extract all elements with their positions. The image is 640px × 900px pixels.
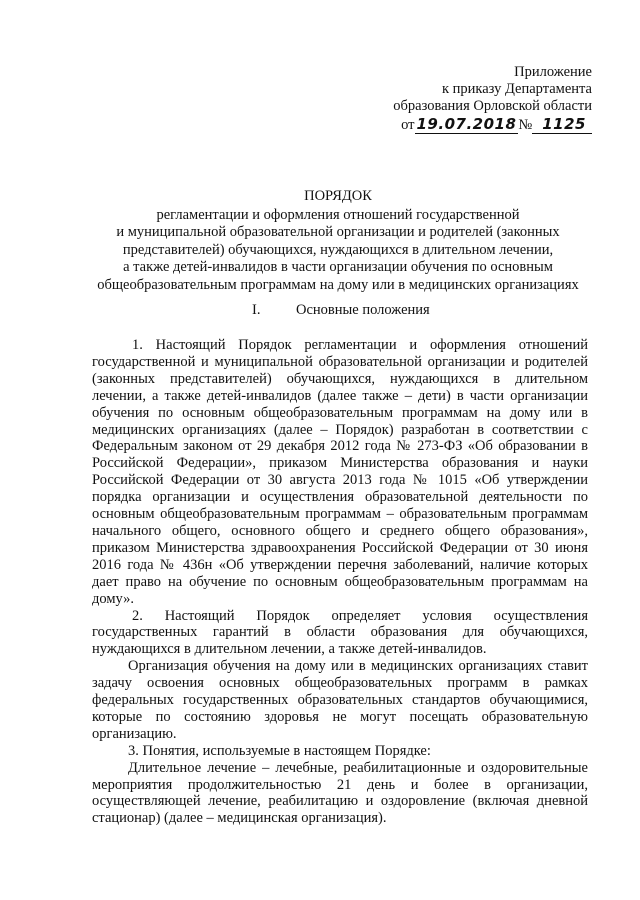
paragraph: Организация обучения на дому или в медицинских организациях ставит задачу освоения основных общеобразовательных программ в рамках федеральных государственных образовательных стандартов обучающимися, которые по состоянию здоровья не могут посещать образовательную организацию.	[92, 658, 588, 742]
paragraph: Длительное лечение – лечебные, реабилитационные и оздоровительные мероприятия продолжительностью 21 день и более в организации, осуществляющей лечение, реабилитацию и оздоровление (включая дневной стационар) (далее – медицинская организация).	[92, 759, 588, 827]
section-title: Основные положения	[296, 302, 430, 318]
handwritten-date: 19.07.2018	[416, 115, 517, 133]
appendix-title: Приложение	[514, 64, 592, 80]
order-date-number-line	[393, 116, 592, 134]
title-line: представителей) обучающихся, нуждающихся в длительном лечении,	[122, 241, 554, 258]
paragraph: 2. Настоящий Порядок определяет условия осуществления государственных гарантий в области образования для обучающихся, нуждающихся в длительном лечении, а также детей-инвалидов.	[92, 607, 588, 658]
title-line: а также детей-инвалидов в части организации обучения по основным	[123, 259, 553, 275]
document-title-block	[88, 188, 588, 294]
paragraph: 3. Понятия, используемые в настоящем Порядке:	[128, 742, 431, 759]
document-heading: ПОРЯДОК	[304, 188, 372, 204]
title-line: общеобразовательным программам на дому или в медицинских организациях	[97, 276, 579, 293]
document-body	[92, 337, 588, 827]
appendix-department: образования Орловской области	[393, 98, 592, 114]
appendix-order-ref: к приказу Департамента	[441, 81, 592, 97]
title-line: регламентации и оформления отношений государственной	[156, 206, 520, 223]
appendix-block	[393, 64, 592, 134]
number-label: №	[518, 117, 533, 133]
handwritten-number: 1125	[532, 115, 592, 134]
from-label: от	[401, 117, 415, 133]
paragraph: 1. Настоящий Порядок регламентации и оформления отношений государственной и муниципальной образовательной организации и родителей (законных представителей) обучающихся, нуждающихся в длительном лечении, а также детей-инвалидов (далее также – дети) в части организации обучения по основным общеобразовательным программам на дому или в медицинских организациях (далее – Порядок) разработан в соответствии с Федеральным законом от 29 декабря 2012 года № 273-ФЗ «Об образовании в Российской Федерации», приказом Министерства образования и науки Российской Федерации от 30 августа 2013 года № 1015 «Об утверждении порядка организации и осуществления образовательной деятельности по основным общеобразовательным программам – образовательным программам начального общего, основного общего и среднего общего образования», приказом Министерства здравоохранения Российской Федерации от 30 июня 2016 года № 436н «Об утверждении перечня заболеваний, наличие которых дает право на обучение по основным общеобразовательным программам на дому».	[92, 337, 588, 607]
title-line: и муниципальной образовательной организации и родителей (законных	[116, 224, 560, 240]
section-number: I.	[252, 302, 261, 318]
